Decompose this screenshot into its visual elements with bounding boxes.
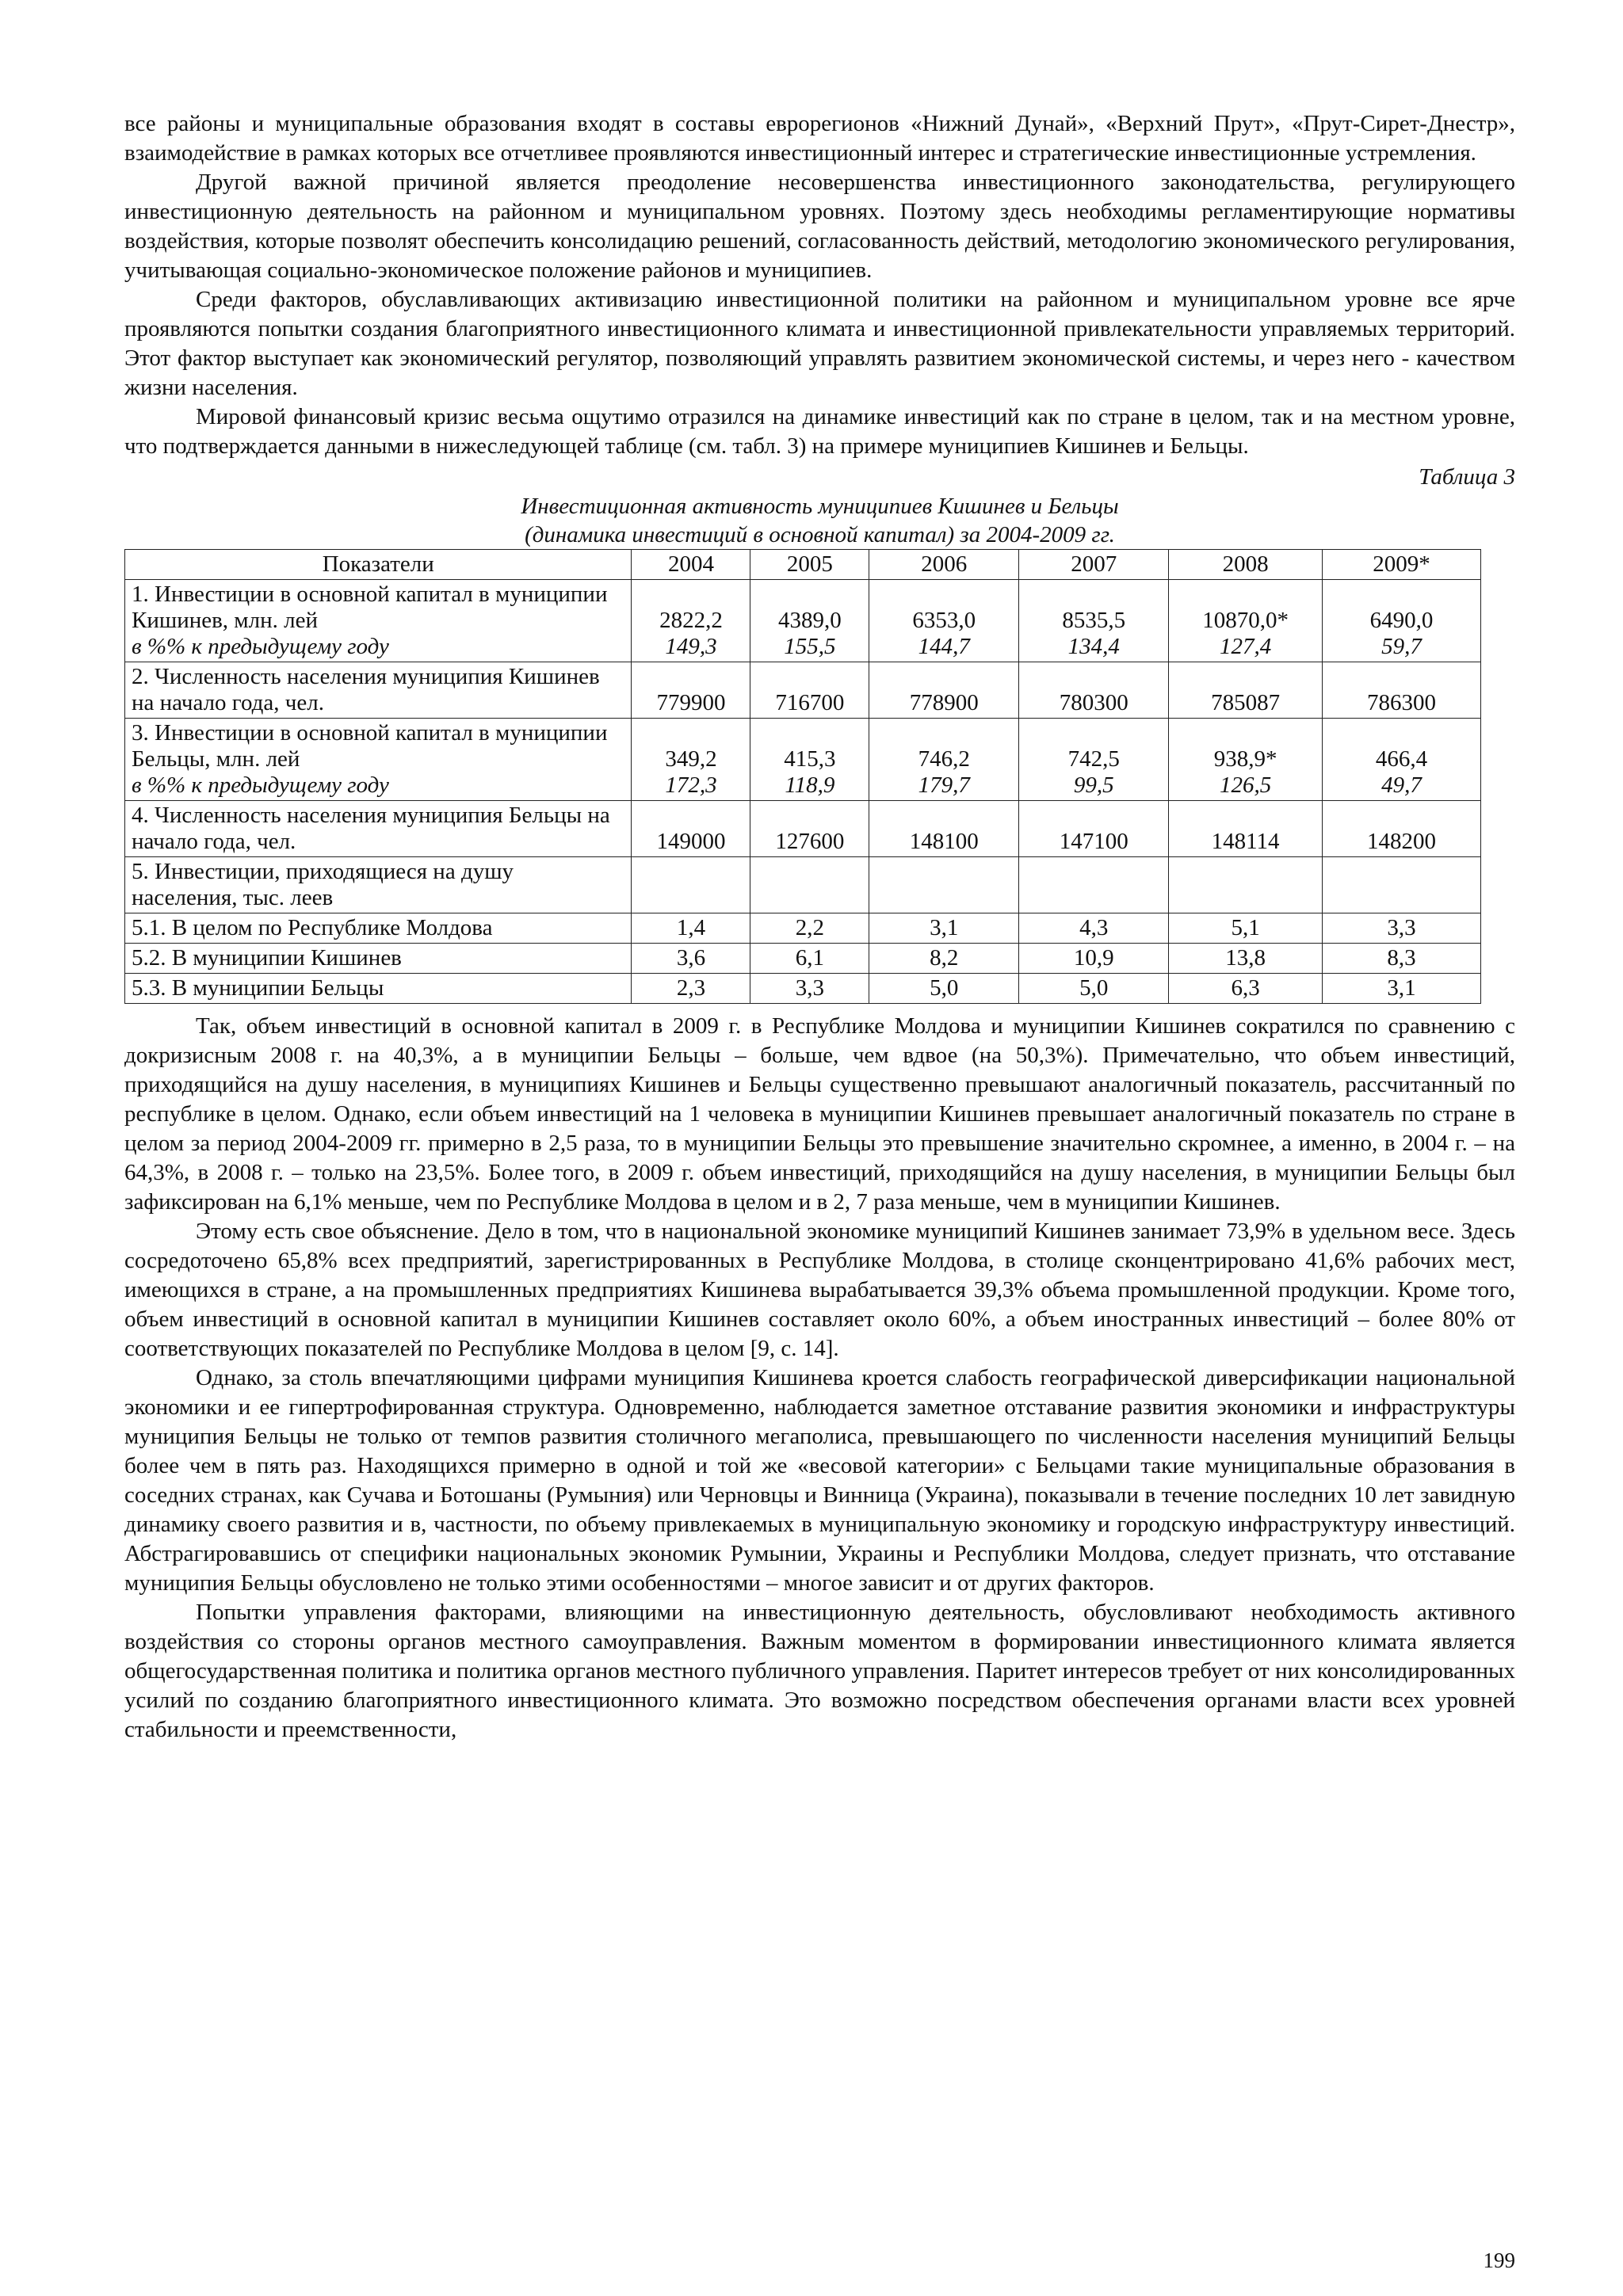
cell-percent: 155,5 — [784, 634, 836, 659]
paragraph: Среди факторов, обуславливающих активизацию инвестиционной политики на районном и муниципальном уровне все ярче проявляются попытки создания благоприятного инвестиционного климата и инвестиционной привлекательности управляемых территорий. Этот фактор выступает как экономический регулятор, позволяющий управлять развитием экономической системы, и через него - качеством жизни населения. — [124, 287, 1515, 400]
table-cell — [1323, 944, 1481, 974]
cell-value: 3,6 — [676, 945, 706, 971]
investment-table — [124, 549, 1481, 1004]
table-cell — [750, 580, 869, 662]
cell-value: 779900 — [656, 690, 726, 715]
column-header: 2006 — [869, 550, 1019, 580]
cell-value: 746,2 — [918, 746, 970, 772]
row-label — [125, 857, 632, 913]
table-row — [125, 944, 1481, 974]
table-cell — [632, 974, 750, 1004]
table-cell — [632, 662, 750, 719]
table-cell — [1169, 944, 1323, 974]
table-cell — [1323, 719, 1481, 801]
table-cell — [869, 662, 1019, 719]
column-header: 2009* — [1323, 550, 1481, 580]
table-subtitle: (динамика инвестиций в основной капитал) за 2004-2009 гг. — [525, 522, 1115, 547]
cell-value: 938,9* — [1213, 746, 1277, 772]
cell-value: 10,9 — [1073, 945, 1114, 971]
cell-value: 3,3 — [795, 975, 825, 1001]
row-label-text: 3. Инвестиции в основной капитал в муниципии Бельцы, млн. лей — [132, 720, 608, 772]
cell-percent: 49,7 — [1381, 772, 1422, 798]
row-label-text: 5. Инвестиции, приходящиеся на душу населения, тыс. леев — [132, 859, 514, 910]
document-body — [124, 109, 1515, 1745]
cell-value: 6,3 — [1231, 975, 1260, 1001]
table-row — [125, 719, 1481, 801]
cell-value: 148200 — [1367, 829, 1437, 854]
cell-value: 2822,2 — [659, 608, 723, 633]
paragraph: Попытки управления факторами, влияющими на инвестиционную деятельность, обусловливают необходимость активного воздействия со стороны органов местного самоуправления. Важным моментом в формировании инвестиционного климата является общегосударственная политика и политика органов местного публичного управления. Паритет интересов требует от них консолидированных усилий по созданию благоприятного инвестиционного климата. Это возможно посредством обеспечения органами власти всех уровней стабильности и преемственности, — [124, 1600, 1515, 1742]
paragraph: Другой важной причиной является преодоление несовершенства инвестиционного законодательства, регулирующего инвестиционную деятельность на районном и муниципальном уровнях. Поэтому здесь необходимы регламентирующие нормативы воздействия, которые позволят обеспечить консолидацию решений, согласованность действий, методологию экономического регулирования, учитывающая социально-экономическое положение районов и муниципиев. — [124, 170, 1515, 283]
table-cell — [869, 857, 1019, 913]
row-label-text: 5.2. В муниципии Кишинев — [132, 945, 402, 971]
table-cell — [750, 857, 869, 913]
cell-value: 778900 — [909, 690, 979, 715]
row-label-text: 5.1. В целом по Республике Молдова — [132, 915, 493, 940]
column-header: 2008 — [1169, 550, 1323, 580]
table-cell — [869, 944, 1019, 974]
table-cell — [632, 580, 750, 662]
table-cell — [1169, 974, 1323, 1004]
table-cell — [1019, 801, 1169, 857]
row-label-text: 2. Численность населения муниципия Кишинев на начало года, чел. — [132, 664, 600, 715]
table-cell — [1323, 913, 1481, 944]
table-cell — [1019, 719, 1169, 801]
column-header: Показатели — [125, 550, 632, 580]
cell-value: 6353,0 — [912, 608, 976, 633]
table-cell — [750, 913, 869, 944]
cell-percent: 118,9 — [785, 772, 835, 798]
cell-value: 3,3 — [1387, 915, 1416, 940]
cell-percent: 127,4 — [1219, 634, 1272, 659]
cell-value: 4,3 — [1079, 915, 1109, 940]
cell-value: 8,3 — [1387, 945, 1416, 971]
table-cell — [632, 719, 750, 801]
cell-value: 466,4 — [1375, 746, 1428, 772]
table-cell — [1019, 974, 1169, 1004]
cell-percent: 134,4 — [1067, 634, 1120, 659]
table-cell — [1169, 913, 1323, 944]
cell-percent: 172,3 — [665, 772, 717, 798]
cell-value: 780300 — [1059, 690, 1128, 715]
cell-value: 6,1 — [795, 945, 825, 971]
cell-percent: 59,7 — [1381, 634, 1422, 659]
row-label — [125, 662, 632, 719]
table-row — [125, 913, 1481, 944]
table-cell — [632, 944, 750, 974]
cell-value: 786300 — [1367, 690, 1437, 715]
table-cell — [750, 801, 869, 857]
table-cell — [869, 801, 1019, 857]
table-cell — [1019, 662, 1169, 719]
table-cell — [1169, 580, 1323, 662]
row-sublabel: в %% к предыдущему году — [132, 772, 389, 798]
cell-value: 5,1 — [1231, 915, 1260, 940]
cell-percent: 126,5 — [1219, 772, 1272, 798]
table-header-row — [125, 550, 1481, 580]
cell-value: 3,1 — [1387, 975, 1416, 1001]
cell-value: 10870,0* — [1202, 608, 1289, 633]
table-cell — [1019, 913, 1169, 944]
table-cell — [1019, 944, 1169, 974]
table-cell — [750, 974, 869, 1004]
paragraph: Однако, за столь впечатляющими цифрами муниципия Кишинева кроется слабость географической диверсификации национальной экономики и ее гипертрофированная структура. Одновременно, наблюдается заметное отставание развития экономики и инфраструктуры муниципия Бельцы не только от темпов развития столичного мегаполиса, превышающего по численности населения муниципий Бельцы более чем в пять раз. Находящихся примерно в одной и той же «весовой категории» с Бельцами такие муниципальные образования в соседних странах, как Сучава и Ботошаны (Румыния) или Черновцы и Винница (Украина), показывали в течение последних 10 лет завидную динамику своего развития и в, частности, по объему привлекаемых в муниципальную экономику и городскую инфраструктуру инвестиций. Абстрагировавшись от специфики национальных экономик Румынии, Украины и Республики Молдова, следует признать, что отставание муниципия Бельцы обусловлено не только этими особенностями – многое зависит и от других факторов. — [124, 1365, 1515, 1596]
cell-percent: 149,3 — [665, 634, 717, 659]
table-cell — [1169, 801, 1323, 857]
table-cell — [1019, 857, 1169, 913]
cell-value: 4389,0 — [778, 608, 842, 633]
paragraph: Так, объем инвестиций в основной капитал в 2009 г. в Республике Молдова и муниципии Кишинев сократился по сравнению с докризисным 2008 г. на 40,3%, а в муниципии Бельцы – больше, чем вдвое (на 50,3%). Примечательно, что объем инвестиций, приходящийся на душу населения, в муниципиях Кишинев и Бельцы существенно превышают аналогичный показатель, рассчитанный по республике в целом. Однако, если объем инвестиций на 1 человека в муниципии Кишинев превышает аналогичный показатель по стране в целом за период 2004-2009 гг. примерно в 2,5 раза, то в муниципии Бельцы это превышение значительно скромнее, а именно, в 2004 г. – на 64,3%, в 2008 г. – только на 23,5%. Более того, в 2009 г. объем инвестиций, приходящийся на душу населения, в муниципии Бельцы был зафиксирован на 6,1% меньше, чем по Республике Молдова в целом и в 2, 7 раза меньше, чем в муниципии Кишинев. — [124, 1013, 1515, 1215]
cell-value: 2,3 — [676, 975, 706, 1001]
table-number: Таблица 3 — [1419, 464, 1515, 490]
row-label — [125, 719, 632, 801]
cell-percent: 144,7 — [918, 634, 970, 659]
column-header: 2004 — [632, 550, 750, 580]
cell-value: 148100 — [909, 829, 979, 854]
table-cell — [1323, 974, 1481, 1004]
row-label — [125, 801, 632, 857]
page-number: 199 — [1483, 2248, 1515, 2272]
table-cell — [869, 913, 1019, 944]
cell-value: 8,2 — [930, 945, 959, 971]
table-cell — [750, 944, 869, 974]
table-cell — [632, 913, 750, 944]
table-cell — [1323, 857, 1481, 913]
cell-percent: 179,7 — [918, 772, 970, 798]
table-cell — [632, 857, 750, 913]
table-cell — [1019, 580, 1169, 662]
table-cell — [869, 719, 1019, 801]
table-cell — [750, 662, 869, 719]
cell-value: 349,2 — [665, 746, 717, 772]
table-row — [125, 974, 1481, 1004]
table-cell — [1169, 662, 1323, 719]
table-cell — [869, 580, 1019, 662]
table-row — [125, 801, 1481, 857]
cell-value: 149000 — [656, 829, 726, 854]
table-cell — [1169, 719, 1323, 801]
cell-value: 3,1 — [930, 915, 959, 940]
column-header: 2005 — [750, 550, 869, 580]
table-row — [125, 857, 1481, 913]
table-cell — [1323, 662, 1481, 719]
row-label-text: 5.3. В муниципии Бельцы — [132, 975, 384, 1001]
cell-value: 742,5 — [1067, 746, 1120, 772]
row-sublabel: в %% к предыдущему году — [132, 634, 389, 659]
cell-value: 415,3 — [784, 746, 836, 772]
cell-value: 6490,0 — [1369, 608, 1434, 633]
row-label-text: 1. Инвестиции в основной капитал в муниципии Кишинев, млн. лей — [132, 582, 608, 633]
cell-value: 148114 — [1211, 829, 1280, 854]
cell-value: 2,2 — [795, 915, 825, 940]
cell-value: 13,8 — [1225, 945, 1266, 971]
row-label — [125, 913, 632, 944]
table-cell — [750, 719, 869, 801]
column-header: 2007 — [1019, 550, 1169, 580]
cell-value: 5,0 — [1079, 975, 1109, 1001]
row-label — [125, 974, 632, 1004]
cell-value: 5,0 — [930, 975, 959, 1001]
table-cell — [1323, 801, 1481, 857]
cell-percent: 99,5 — [1073, 772, 1114, 798]
cell-value: 1,4 — [676, 915, 706, 940]
paragraph: все районы и муниципальные образования входят в составы еврорегионов «Нижний Дунай», «Верхний Прут», «Прут-Сирет-Днестр», взаимодействие в рамках которых все отчетливее проявляются инвестиционный интерес и стратегические инвестиционные устремления. — [124, 111, 1515, 166]
row-label — [125, 944, 632, 974]
paragraph: Этому есть свое объяснение. Дело в том, что в национальной экономике муниципий Кишинев занимает 73,9% в удельном весе. Здесь сосредоточено 65,8% всех предприятий, зарегистрированных в Республике Молдова, в столице сконцентрировано 41,6% рабочих мест, имеющихся в стране, а на промышленных предприятиях Кишинева вырабатывается 39,3% объема промышленной продукции. Кроме того, объем инвестиций в основной капитал в муниципии Кишинев составляет около 60%, а объем иностранных инвестиций – более 80% от соответствующих показателей по Республике Молдова в целом [9, с. 14]. — [124, 1219, 1515, 1361]
table-cell — [1323, 580, 1481, 662]
paragraph: Мировой финансовый кризис весьма ощутимо отразился на динамике инвестиций как по стране в целом, так и на местном уровне, что подтверждается данными в нижеследующей таблице (см. табл. 3) на примере муниципиев Кишинев и Бельцы. — [124, 404, 1515, 459]
row-label-text: 4. Численность населения муниципия Бельцы на начало года, чел. — [132, 803, 610, 854]
table-cell — [632, 801, 750, 857]
table-row — [125, 662, 1481, 719]
cell-value: 716700 — [775, 690, 845, 715]
table-cell — [1169, 857, 1323, 913]
table-cell — [869, 974, 1019, 1004]
cell-value: 785087 — [1211, 690, 1281, 715]
cell-value: 8535,5 — [1062, 608, 1126, 633]
table-row — [125, 580, 1481, 662]
cell-value: 127600 — [775, 829, 845, 854]
row-label — [125, 580, 632, 662]
cell-value: 147100 — [1059, 829, 1128, 854]
table-title: Инвестиционная активность муниципиев Кишинев и Бельцы — [521, 494, 1119, 519]
